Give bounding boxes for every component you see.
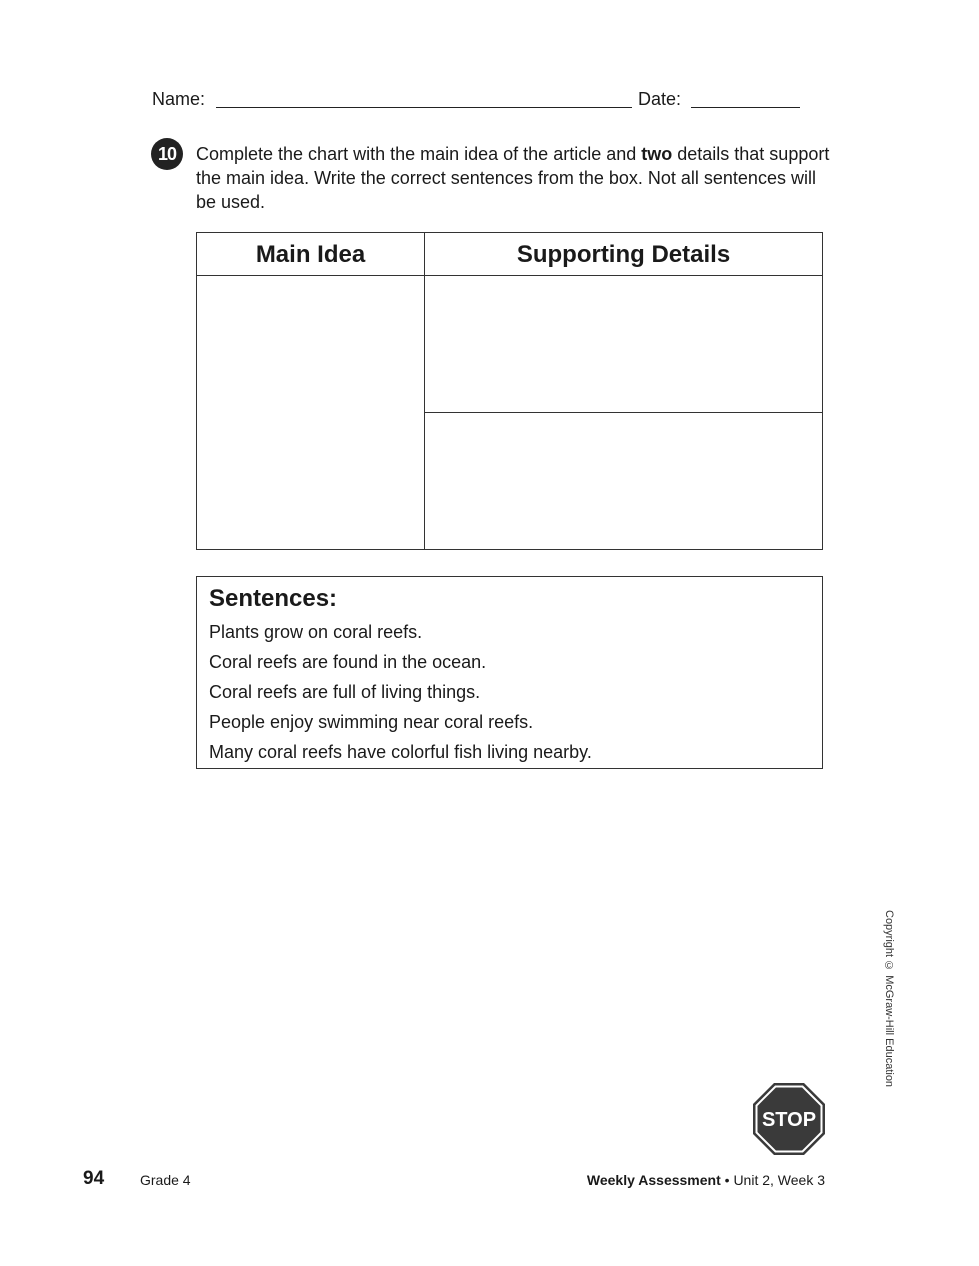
main-idea-answer-cell[interactable] (197, 277, 423, 549)
chart-details-divider (424, 412, 822, 413)
question-text-part2: details that support the main idea. Write the correct sentences from the box. Not all sentences will be used. (196, 144, 830, 212)
stop-label: STOP (761, 1109, 817, 1131)
unit-week-label: Unit 2, Week 3 (733, 1172, 825, 1188)
question-text-part1: Complete the chart with the main idea of the article and (196, 144, 642, 164)
sentences-title: Sentences: (209, 585, 338, 612)
sentences-box (196, 576, 823, 769)
assessment-footer (587, 1172, 825, 1188)
chart-column-divider (424, 233, 425, 549)
question-number-badge: 10 (151, 138, 183, 170)
name-field[interactable] (216, 107, 632, 108)
sentence-item[interactable]: People enjoy swimming near coral reefs. (209, 712, 534, 732)
supporting-detail-2-cell[interactable] (426, 414, 822, 549)
date-label: Date: (638, 89, 682, 109)
supporting-detail-1-cell[interactable] (426, 277, 822, 411)
sentences-list (209, 617, 822, 767)
stop-sign-icon (752, 1082, 826, 1156)
question-prompt (196, 142, 836, 214)
chart-header-divider (197, 275, 822, 276)
sentence-item[interactable]: Coral reefs are full of living things. (209, 682, 481, 702)
date-field[interactable] (691, 107, 800, 108)
name-label: Name: (152, 89, 206, 109)
grade-label: Grade 4 (140, 1172, 191, 1188)
supporting-details-header: Supporting Details (516, 241, 731, 268)
main-idea-header: Main Idea (255, 241, 366, 268)
sentence-item[interactable]: Coral reefs are found in the ocean. (209, 652, 487, 672)
name-date-row (152, 89, 802, 113)
assessment-label: Weekly Assessment (586, 1172, 721, 1188)
question-text-emphasis: two (641, 144, 673, 164)
main-idea-chart (196, 232, 823, 550)
copyright-notice: Copyright © McGraw-Hill Education (883, 910, 895, 1088)
sentence-item[interactable]: Many coral reefs have colorful fish living nearby. (209, 742, 592, 762)
footer-separator: • (724, 1172, 730, 1188)
sentence-item[interactable]: Plants grow on coral reefs. (209, 622, 423, 642)
page-number: 94 (83, 1168, 105, 1189)
